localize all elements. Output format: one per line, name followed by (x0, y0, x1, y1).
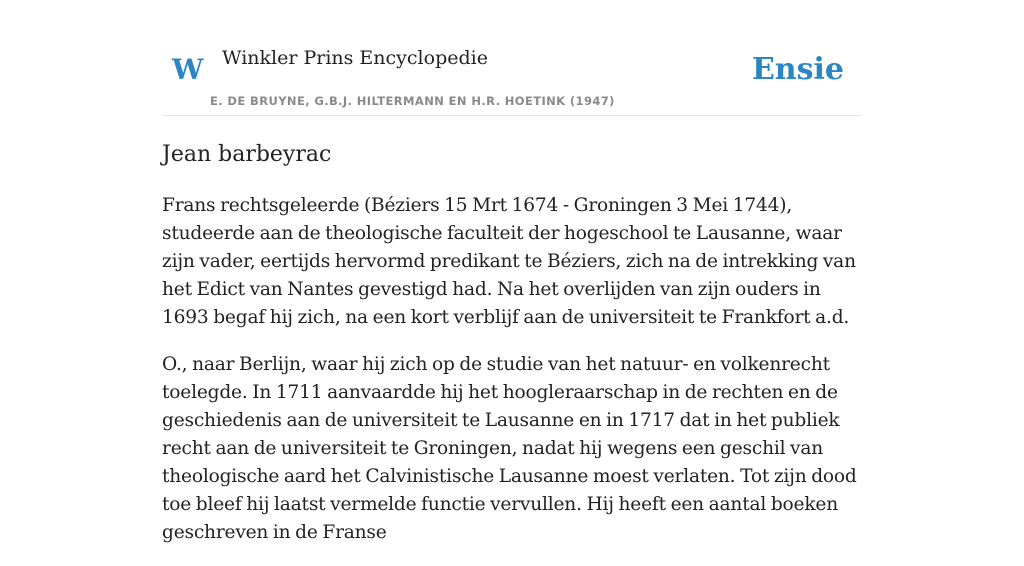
ensie-brand-logo[interactable]: Ensie (751, 52, 844, 87)
source-title[interactable]: Winkler Prins Encyclopedie (222, 47, 488, 69)
article-body (162, 192, 862, 566)
article-paragraph: O., naar Berlijn, waar hij zich op de studie van het natuur- en volkenrecht toelegde. In 1711 aanvaardde hij het hoogleraarschap in de rechten en de geschiedenis aan de universiteit te Lausanne en in 1717 dat in het publiek recht aan de universiteit te Groningen, nadat hij wegens een geschil van theologische aard het Calvinistische Lausanne moest verlaten. Tot zijn dood toe bleef hij laatst vermelde functie vervullen. Hij heeft een aantal boeken geschreven in de Franse (162, 354, 857, 543)
site-header (162, 40, 862, 116)
source-authors: E. DE BRUYNE, G.B.J. HILTERMANN EN H.R. HOETINK (1947) (210, 94, 615, 108)
winkler-prins-logo[interactable]: W (172, 53, 204, 86)
article-paragraph: Frans rechtsgeleerde (Béziers 15 Mrt 1674 - Groningen 3 Mei 1744), studeerde aan de theologische faculteit der hogeschool te Lausanne, waar zijn vader, eertijds hervormd predikant te Béziers, zich na de intrekking van het Edict van Nantes gevestigd had. Na het overlijden van zijn ouders in 1693 begaf hij zich, na een kort verblijf aan de universiteit te Frankfort a.d. (162, 195, 856, 328)
article-title: Jean barbeyrac (162, 142, 332, 167)
